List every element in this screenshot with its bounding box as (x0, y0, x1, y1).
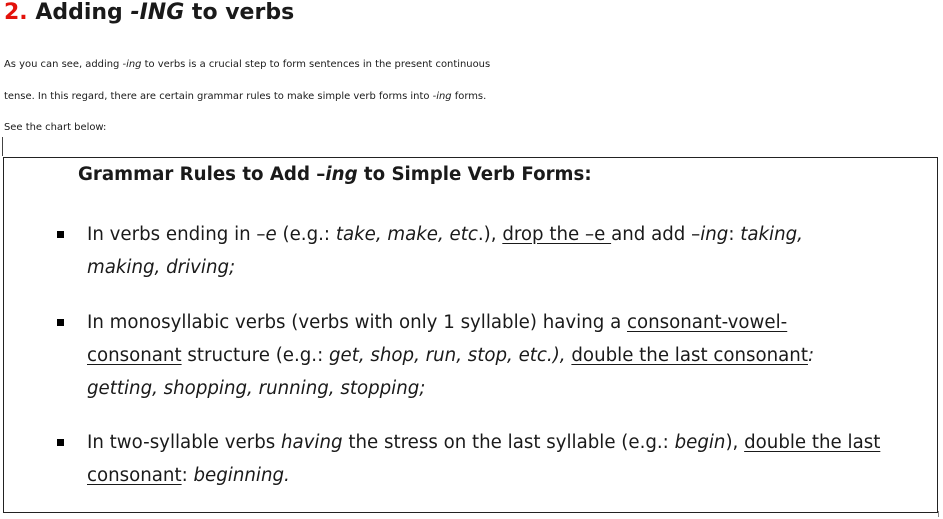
rule-text-part: structure (e.g.: (181, 345, 329, 366)
rule-text-underlined: double the last consonant (571, 345, 808, 366)
intro-line (4, 49, 943, 81)
rule-text-underlined: consonant-vowel- (627, 312, 788, 333)
box-title-text: Grammar Rules to Add – (78, 164, 326, 185)
intro-text: tense. In this regard, there are certain grammar rules to make simple verb forms into (4, 90, 433, 102)
square-bullet-icon (57, 231, 64, 238)
rule-line (87, 372, 814, 405)
rule-text-underlined: double the last (744, 432, 881, 453)
box-title-text: to Simple Verb Forms: (357, 164, 592, 185)
intro-italic: -ing (432, 90, 452, 102)
rule-text-part: .), (477, 224, 503, 245)
rule-text-part: the stress on the last syllable (e.g.: (342, 432, 675, 453)
rule-line (87, 339, 814, 372)
square-bullet-icon (57, 439, 64, 446)
rule-text-part: : (728, 224, 741, 245)
heading-text-before: Adding (27, 0, 131, 25)
section-number: 2. (4, 0, 28, 25)
rule-text-part: In monosyllabic verbs (verbs with only 1 syllable) having a (87, 312, 627, 333)
rule-text-italic: e (265, 224, 277, 245)
box-resize-corner (938, 511, 943, 517)
intro-paragraph (4, 49, 943, 144)
rule-text-italic: : (807, 345, 815, 366)
rule-text-underlined: drop the –e (502, 224, 612, 245)
rule-text-part: and add – (611, 224, 701, 245)
rule-text-part: : (181, 465, 194, 486)
rule-text-part: In verbs ending in – (87, 224, 266, 245)
box-title-italic: ing (325, 164, 358, 185)
rule-text-part: (e.g.: (276, 224, 336, 245)
intro-italic: -ing (122, 59, 142, 70)
rule-text-italic: taking, (740, 224, 803, 245)
intro-text: to verbs is a crucial step to form sentences in the present continuous (141, 59, 491, 70)
rule-text-italic: get, shop, run, stop, etc.), (329, 345, 566, 366)
intro-text: forms. (451, 90, 487, 102)
rule-text-part: ), (725, 432, 745, 453)
rule-text-italic: having (281, 432, 343, 453)
box-title (78, 163, 592, 187)
rule-text-italic: making, driving; (87, 257, 236, 278)
rule-line (87, 306, 814, 339)
section-heading (4, 0, 294, 27)
intro-text: As you can see, adding (4, 59, 123, 70)
rule-line (87, 459, 880, 492)
rule-text (87, 218, 803, 284)
rule-text-italic: beginning. (193, 465, 290, 486)
rule-text (87, 306, 814, 405)
rule-text-italic: take, make, etc (335, 224, 478, 245)
rule-text-part: In two-syllable verbs (87, 432, 281, 453)
intro-line (4, 112, 943, 144)
intro-text: See the chart below: (4, 122, 107, 133)
rule-text-italic: begin (674, 432, 726, 453)
text-cursor (2, 137, 3, 156)
intro-line (4, 81, 943, 113)
heading-emphasis: -ING (130, 0, 185, 25)
rule-text-italic: ing (700, 224, 729, 245)
rule-text-underlined: consonant (87, 345, 182, 366)
rule-line (87, 426, 880, 459)
square-bullet-icon (57, 319, 64, 326)
grammar-rules-box (3, 157, 938, 513)
rule-text-underlined: consonant (87, 465, 182, 486)
heading-text-after: to verbs (184, 0, 295, 25)
rule-line (87, 218, 803, 251)
rule-line (87, 251, 803, 284)
rule-text-italic: getting, shopping, running, stopping; (87, 378, 426, 399)
rule-text (87, 426, 880, 492)
